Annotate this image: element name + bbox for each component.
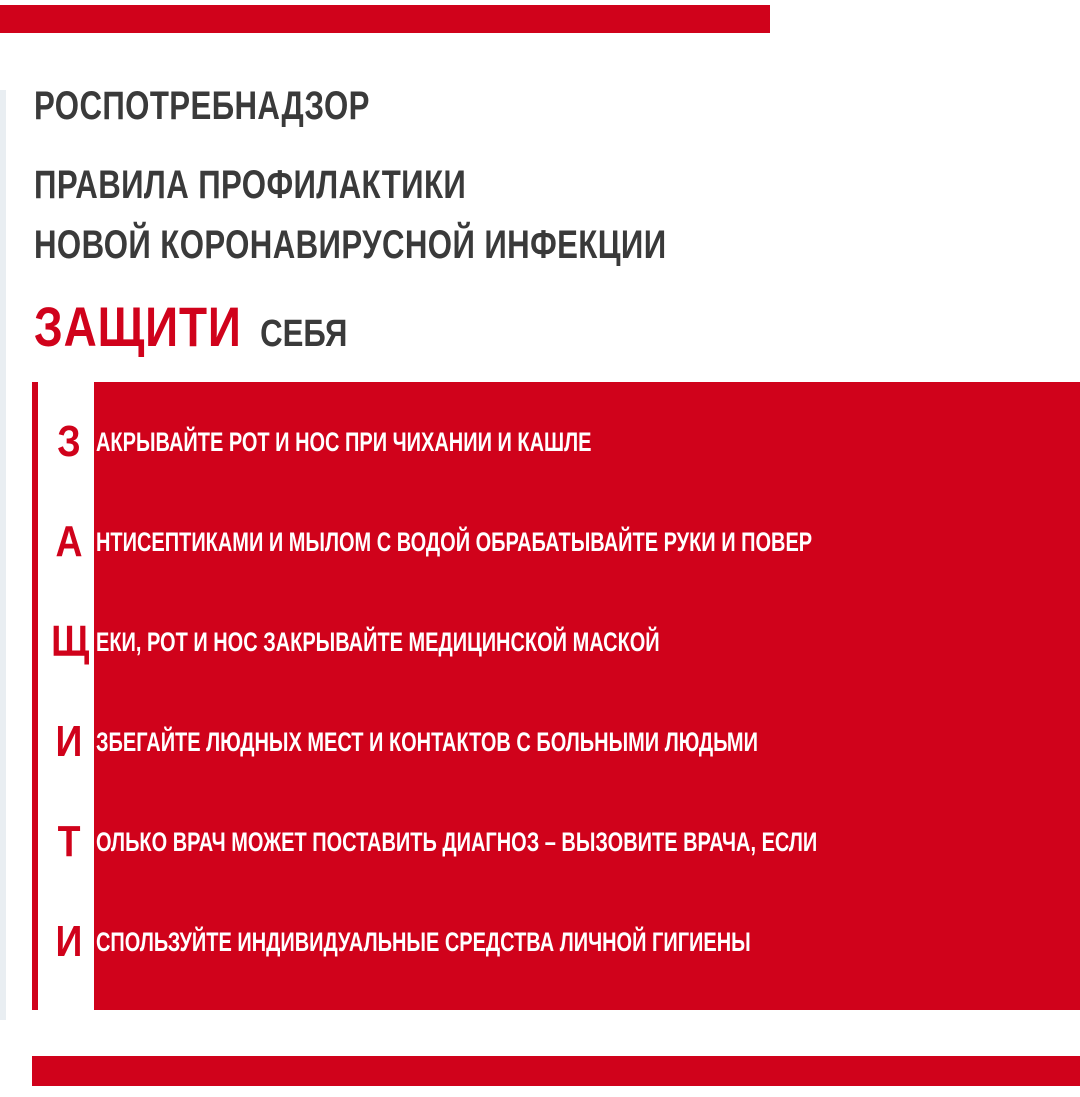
rule-text [96,812,1080,872]
rule-text-content: ОЛЬКО ВРАЧ МОЖЕТ ПОСТАВИТЬ ДИАГНОЗ – ВЫЗОВИТЕ ВРАЧА, ЕСЛИ [96,827,818,857]
rule-initial-letter: З [57,417,81,466]
rule-initial-letter: И [55,917,83,966]
rule-text-content: АКРЫВАЙТЕ РОТ И НОС ПРИ ЧИХАНИИ И КАШЛЕ [96,427,592,457]
rule-initial-letter: И [55,717,83,766]
rule-text [96,912,1080,972]
rule-item-6 [0,912,1080,972]
slogan [34,294,347,359]
rule-initial-letter: А [55,517,83,566]
slogan-main: ЗАЩИТИ [34,295,242,358]
page-title-line-2: НОВОЙ КОРОНАВИРУСНОЙ ИНФЕКЦИИ [34,223,667,267]
org-title: РОСПОТРЕБНАДЗОР [34,84,370,128]
rule-item-1 [0,412,1080,472]
page-title-line-1: ПРАВИЛА ПРОФИЛАКТИКИ [34,163,467,207]
rule-text [96,712,1080,772]
rule-text-content: ЗБЕГАЙТЕ ЛЮДНЫХ МЕСТ И КОНТАКТОВ С БОЛЬНЫМИ ЛЮДЬМИ [96,727,758,757]
rule-text-content: ЕКИ, РОТ И НОС ЗАКРЫВАЙТЕ МЕДИЦИНСКОЙ МАСКОЙ [96,627,660,657]
top-accent-bar [0,5,770,33]
rule-item-3 [0,612,1080,672]
rule-text-content: НТИСЕПТИКАМИ И МЫЛОМ С ВОДОЙ ОБРАБАТЫВАЙТЕ РУКИ И ПОВЕР [96,527,813,557]
rule-text-content: СПОЛЬЗУЙТЕ ИНДИВИДУАЛЬНЫЕ СРЕДСТВА ЛИЧНОЙ ГИГИЕНЫ [96,927,751,957]
bottom-accent-bar [32,1056,1080,1086]
slogan-sub: СЕБЯ [260,313,348,355]
rule-initial-letter: Т [57,817,81,866]
rule-item-2 [0,512,1080,572]
rule-text [96,612,1080,672]
rule-text [96,512,1080,572]
rule-text [96,412,1080,472]
rule-item-4 [0,712,1080,772]
rule-initial-letter: Щ [51,617,90,666]
rule-item-5 [0,812,1080,872]
